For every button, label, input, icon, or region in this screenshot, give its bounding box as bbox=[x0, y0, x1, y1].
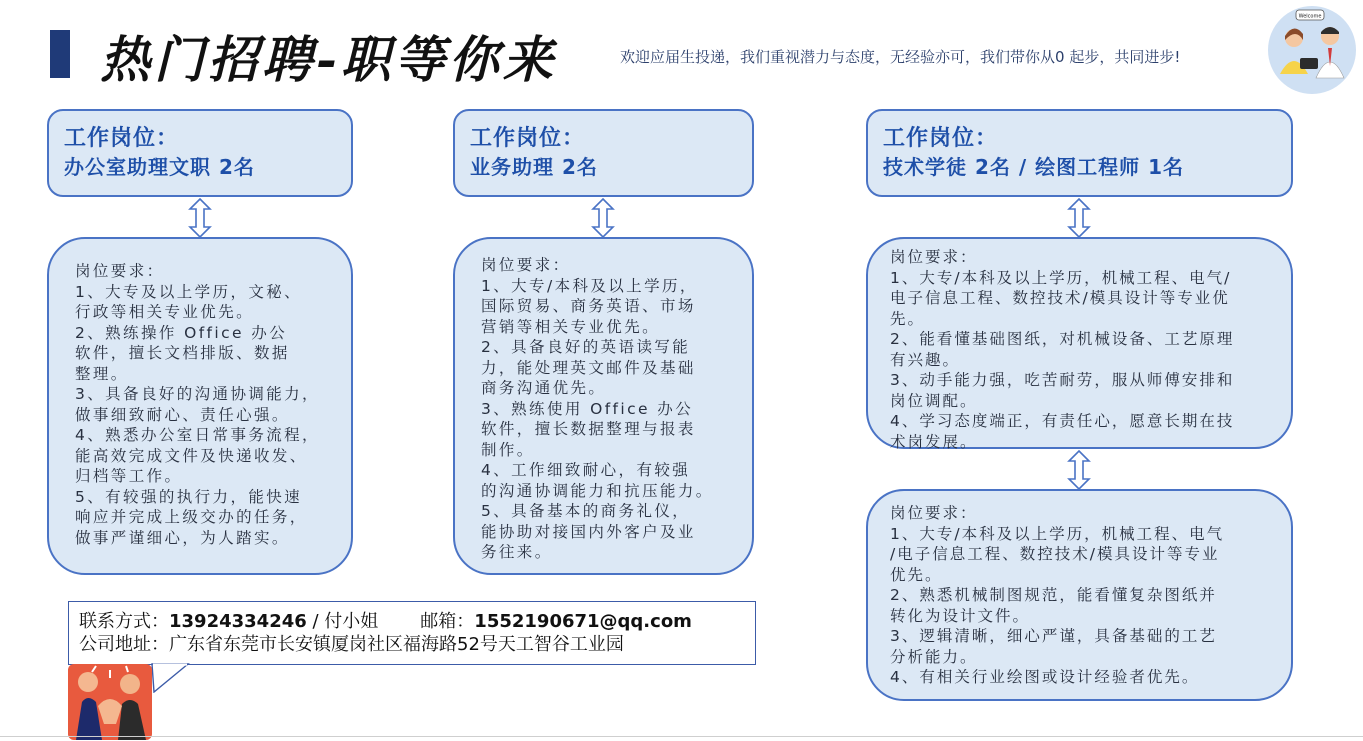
requirement-line: 2、能看懂基础图纸，对机械设备、工艺原理 bbox=[890, 330, 1235, 348]
callout-pointer bbox=[150, 663, 190, 693]
bottom-divider bbox=[0, 736, 1363, 737]
job-label: 工作岗位： bbox=[64, 126, 180, 151]
requirement-line: 3、熟练使用 Office 办公 bbox=[481, 399, 694, 418]
requirement-line: 1、大专及以上学历，文秘、 bbox=[75, 282, 303, 301]
requirement-line: 软件，擅长文档排版、数据 bbox=[75, 344, 290, 362]
requirement-line: 5、具备基本的商务礼仪， bbox=[481, 502, 691, 520]
address-line bbox=[79, 633, 755, 656]
requirement-line: 4、有相关行业绘图或设计经验者优先。 bbox=[890, 668, 1200, 686]
requirement-line: 2、熟练操作 Office 办公 bbox=[75, 323, 288, 342]
phone-label: 联系方式： bbox=[79, 611, 169, 632]
requirement-line: 1、大专/本科及以上学历，机械工程、电气/ bbox=[890, 268, 1232, 287]
requirement-line: 术岗发展。 bbox=[890, 432, 978, 451]
requirement-line: 做事细致耐心、责任心强。 bbox=[75, 405, 290, 424]
requirement-line: 务往来。 bbox=[481, 543, 553, 561]
requirement-line: 2、熟悉机械制图规范，能看懂复杂图纸并 bbox=[890, 586, 1217, 604]
requirement-line: 软件，擅长数据整理与报表 bbox=[481, 420, 696, 438]
welcome-sign-text: Welcome bbox=[1298, 13, 1322, 20]
requirement-line: 电子信息工程、数控技术/模具设计等专业优 bbox=[890, 289, 1230, 307]
double-arrow-icon bbox=[1067, 198, 1091, 238]
requirement-line: 岗位要求： bbox=[890, 504, 978, 522]
double-arrow-icon bbox=[188, 198, 212, 238]
requirements-box-tech-apprentice bbox=[866, 237, 1293, 449]
requirement-line: 国际贸易、商务英语、市场 bbox=[481, 297, 696, 315]
requirements-box-office-assistant bbox=[47, 237, 353, 575]
address-text: 广东省东莞市长安镇厦岗社区福海路52号天工智谷工业园 bbox=[169, 634, 624, 655]
contact-line bbox=[79, 610, 755, 633]
requirement-line: 能高效完成文件及快递收发、 bbox=[75, 446, 308, 465]
job-card-tech-apprentice-drafter bbox=[866, 109, 1293, 197]
requirement-line: 分析能力。 bbox=[890, 647, 978, 666]
requirement-line: 先。 bbox=[890, 309, 926, 328]
requirement-line: 4、工作细致耐心，有较强 bbox=[481, 461, 691, 479]
double-arrow-icon bbox=[1067, 450, 1091, 490]
requirement-line: 岗位要求： bbox=[481, 256, 571, 274]
requirement-line: /电子信息工程、数控技术/模具设计等专业 bbox=[890, 545, 1220, 563]
requirements-box-business-assistant bbox=[453, 237, 754, 575]
requirement-line: 营销等相关专业优先。 bbox=[481, 317, 661, 336]
requirement-line: 能协助对接国内外客户及业 bbox=[481, 522, 696, 541]
requirement-line: 响应并完成上级交办的任务， bbox=[75, 508, 308, 526]
page-title: 热门招聘-职等你来 bbox=[100, 30, 557, 89]
requirement-line: 3、逻辑清晰，细心严谨，具备基础的工艺 bbox=[890, 627, 1217, 645]
job-title: 技术学徒 2名 / 绘图工程师 1名 bbox=[883, 155, 1184, 179]
contact-info-box bbox=[68, 601, 756, 665]
requirement-line: 整理。 bbox=[75, 364, 129, 383]
job-card-business-assistant bbox=[453, 109, 754, 197]
job-title: 业务助理 2名 bbox=[470, 155, 598, 179]
email-label: 邮箱： bbox=[420, 611, 475, 632]
clapping-hands-illustration bbox=[68, 664, 152, 740]
page-subtitle: 欢迎应届生投递，我们重视潜力与态度，无经验亦可，我们带你从0 起步，共同进步! bbox=[620, 48, 1181, 66]
requirement-line: 归档等工作。 bbox=[75, 467, 183, 485]
requirement-line: 转化为设计文件。 bbox=[890, 606, 1031, 625]
requirement-line: 4、熟悉办公室日常事务流程， bbox=[75, 426, 320, 444]
email-address[interactable]: 1552190671@qq.com bbox=[474, 611, 692, 632]
job-label: 工作岗位： bbox=[883, 126, 999, 151]
title-accent-bar bbox=[50, 30, 70, 78]
job-label: 工作岗位： bbox=[470, 126, 586, 151]
requirement-line: 商务沟通优先。 bbox=[481, 379, 607, 397]
contact-person: / 付小姐 bbox=[306, 611, 379, 632]
requirement-line: 4、学习态度端正，有责任心，愿意长期在技 bbox=[890, 412, 1235, 430]
requirement-line: 做事严谨细心，为人踏实。 bbox=[75, 528, 290, 547]
requirement-line: 2、具备良好的英语读写能 bbox=[481, 338, 691, 356]
requirement-line: 的沟通协调能力和抗压能力。 bbox=[481, 481, 714, 500]
requirement-line: 3、动手能力强，吃苦耐劳，服从师傅安排和 bbox=[890, 371, 1235, 389]
requirement-line: 1、大专/本科及以上学历， bbox=[481, 276, 698, 295]
requirement-line: 岗位要求： bbox=[890, 248, 978, 266]
requirement-line: 制作。 bbox=[481, 440, 535, 459]
requirement-line: 岗位调配。 bbox=[890, 391, 978, 410]
phone-number[interactable]: 13924334246 bbox=[169, 611, 307, 632]
requirement-line: 力，能处理英文邮件及基础 bbox=[481, 358, 696, 377]
job-title: 办公室助理文职 2名 bbox=[64, 155, 255, 179]
welcome-people-illustration bbox=[1266, 4, 1358, 94]
double-arrow-icon bbox=[591, 198, 615, 238]
requirement-line: 行政等相关专业优先。 bbox=[75, 303, 255, 321]
requirement-line: 优先。 bbox=[890, 565, 943, 584]
requirement-line: 1、大专/本科及以上学历，机械工程、电气 bbox=[890, 524, 1225, 543]
requirement-line: 5、有较强的执行力，能快速 bbox=[75, 487, 303, 506]
address-label: 公司地址： bbox=[79, 634, 169, 655]
requirement-line: 岗位要求： bbox=[75, 262, 165, 280]
requirement-line: 有兴趣。 bbox=[890, 350, 961, 369]
job-card-office-assistant bbox=[47, 109, 353, 197]
requirement-line: 3、具备良好的沟通协调能力， bbox=[75, 385, 320, 403]
requirements-box-drafter bbox=[866, 489, 1293, 701]
